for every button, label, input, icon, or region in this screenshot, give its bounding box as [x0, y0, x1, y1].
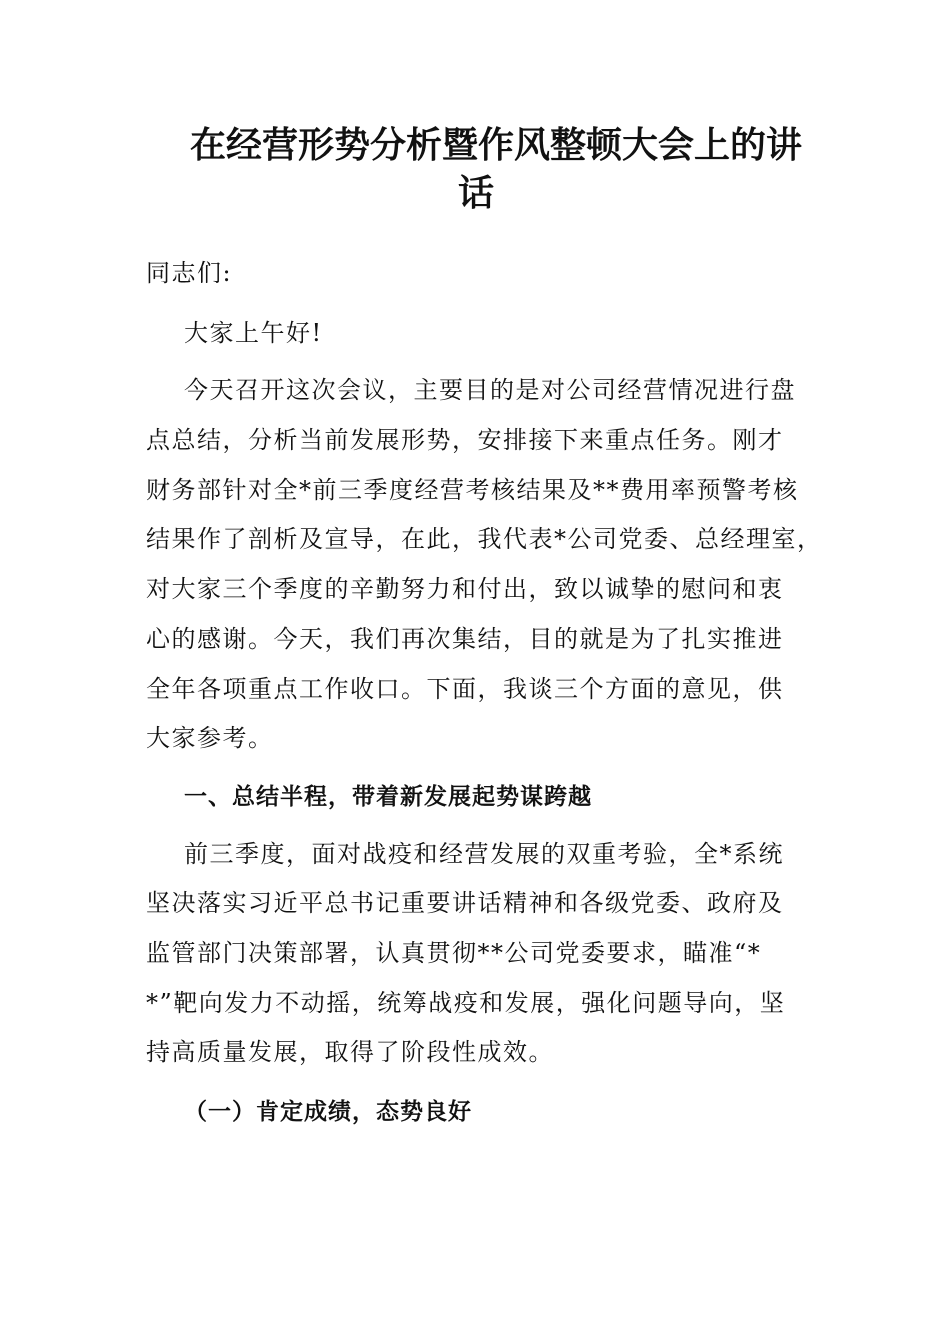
paragraph-line: 今天召开这次会议，主要目的是对公司经营情况进行盘 — [184, 376, 796, 404]
paragraph-line: 前三季度，面对战疫和经营发展的双重考验，全*系统 — [184, 840, 784, 868]
paragraph-line: 点总结，分析当前发展形势，安排接下来重点任务。刚才 — [146, 426, 784, 454]
paragraph-line: 监管部门决策部署，认真贯彻**公司党委要求，瞄准“* — [146, 939, 762, 967]
paragraph-line: 大家参考。 — [146, 724, 274, 752]
paragraph-line: *”靶向发力不动摇，统筹战疫和发展，强化问题导向，坚 — [146, 989, 786, 1017]
paragraph-line: 坚决落实习近平总书记重要讲话精神和各级党委、政府及 — [146, 889, 784, 917]
paragraph-line: 对大家三个季度的辛勤努力和付出，致以诚挚的慰问和衷 — [146, 575, 784, 603]
paragraph-line: 结果作了剖析及宣导，在此，我代表*公司党委、总经理室， — [146, 525, 823, 553]
section-heading-1: 一、总结半程，带着新发展起势谋跨越 — [184, 784, 592, 810]
paragraph-line: 财务部针对全*前三季度经营考核结果及**费用率预警考核 — [146, 476, 799, 504]
document-title — [190, 122, 803, 218]
title-line-1: 在经营形势分析暨作风整顿大会上的讲 — [190, 125, 803, 166]
greeting: 大家上午好! — [184, 319, 323, 347]
title-line-2: 话 — [458, 173, 495, 214]
salutation: 同志们: — [146, 259, 233, 287]
paragraph-line: 心的感谢。今天，我们再次集结，目的就是为了扎实推进 — [146, 625, 784, 653]
paragraph-line: 持高质量发展，取得了阶段性成效。 — [146, 1038, 554, 1066]
subsection-heading-1: （一）肯定成绩，态势良好 — [184, 1099, 472, 1125]
paragraph-line: 全年各项重点工作收口。下面，我谈三个方面的意见，供 — [146, 675, 784, 703]
